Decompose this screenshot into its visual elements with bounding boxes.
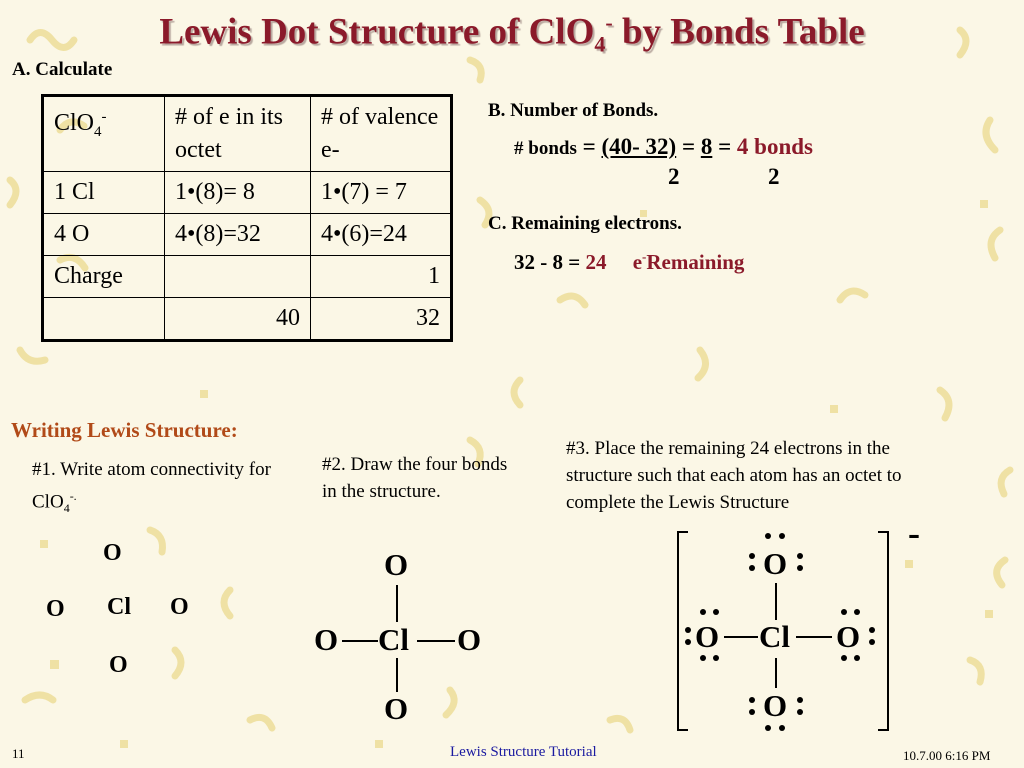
denominator-1: 2 (668, 164, 680, 189)
table-row (43, 256, 452, 298)
page-number: 11 (12, 746, 25, 761)
footer-title: Lewis Structure Tutorial (450, 744, 597, 760)
bonds-equation: # bonds = (40- 32) = 8 = 4 bonds (514, 134, 813, 159)
table-header-cell: ClO$_4$- (43, 96, 165, 172)
step-1-text: #1. Write atom connectivity for ClO$_4$-. (32, 459, 271, 516)
table-header-row (43, 96, 452, 172)
atom-o: O (836, 619, 861, 654)
slide-title: Lewis Dot Structure of ClO$_4$- by Bonds Table (159, 10, 865, 57)
bonds-table (41, 94, 453, 342)
atom-o: O (46, 596, 65, 622)
table-cell: 1•(8)= 8 (165, 172, 311, 214)
writing-heading: Writing Lewis Structure: (11, 418, 238, 442)
ion-charge: - (908, 513, 920, 553)
table-row (43, 298, 452, 341)
table-cell (165, 256, 311, 298)
table-cell: 4•(6)=24 (311, 214, 452, 256)
table-cell: 1 Cl (43, 172, 165, 214)
step-3-text: #3. Place the remaining 24 electrons in the structure such that each atom has an octet to complete the Lewis Structure (566, 438, 902, 513)
atom-o: O (763, 688, 788, 723)
atom-o: O (384, 547, 409, 582)
table-cell: 32 (311, 298, 452, 341)
atom-cl: Cl (107, 594, 131, 620)
table-row (43, 214, 452, 256)
table-cell: 1 (311, 256, 452, 298)
section-a-label: A. Calculate (12, 59, 113, 80)
atom-o: O (763, 546, 788, 581)
atom-o: O (109, 652, 128, 678)
table-cell: Charge (43, 256, 165, 298)
step-2-text: #2. Draw the four bonds in the structure. (322, 454, 508, 502)
footer-date: 10.7.00 6:16 PM (903, 748, 991, 763)
section-c-heading: C. Remaining electrons. (488, 213, 682, 234)
atom-cl: Cl (759, 619, 790, 654)
table-row (43, 172, 452, 214)
table-cell: 4•(8)=32 (165, 214, 311, 256)
atom-o: O (457, 622, 482, 657)
table-cell: 1•(7) = 7 (311, 172, 452, 214)
atom-cl: Cl (378, 622, 409, 657)
table-header-cell: # of e in its octet (165, 96, 311, 172)
section-b-heading: B. Number of Bonds. (488, 100, 659, 121)
table-cell: 40 (165, 298, 311, 341)
atom-o: O (314, 622, 339, 657)
atom-o: O (695, 619, 720, 654)
table-cell: 4 O (43, 214, 165, 256)
table-cell (43, 298, 165, 341)
remaining-equation: 32 - 8 = 24 e-Remaining (514, 249, 745, 274)
table-header-cell: # of valence e- (311, 96, 452, 172)
atom-o: O (103, 540, 122, 566)
denominator-2: 2 (768, 164, 780, 189)
atom-o: O (384, 691, 409, 726)
atom-o: O (170, 594, 189, 620)
